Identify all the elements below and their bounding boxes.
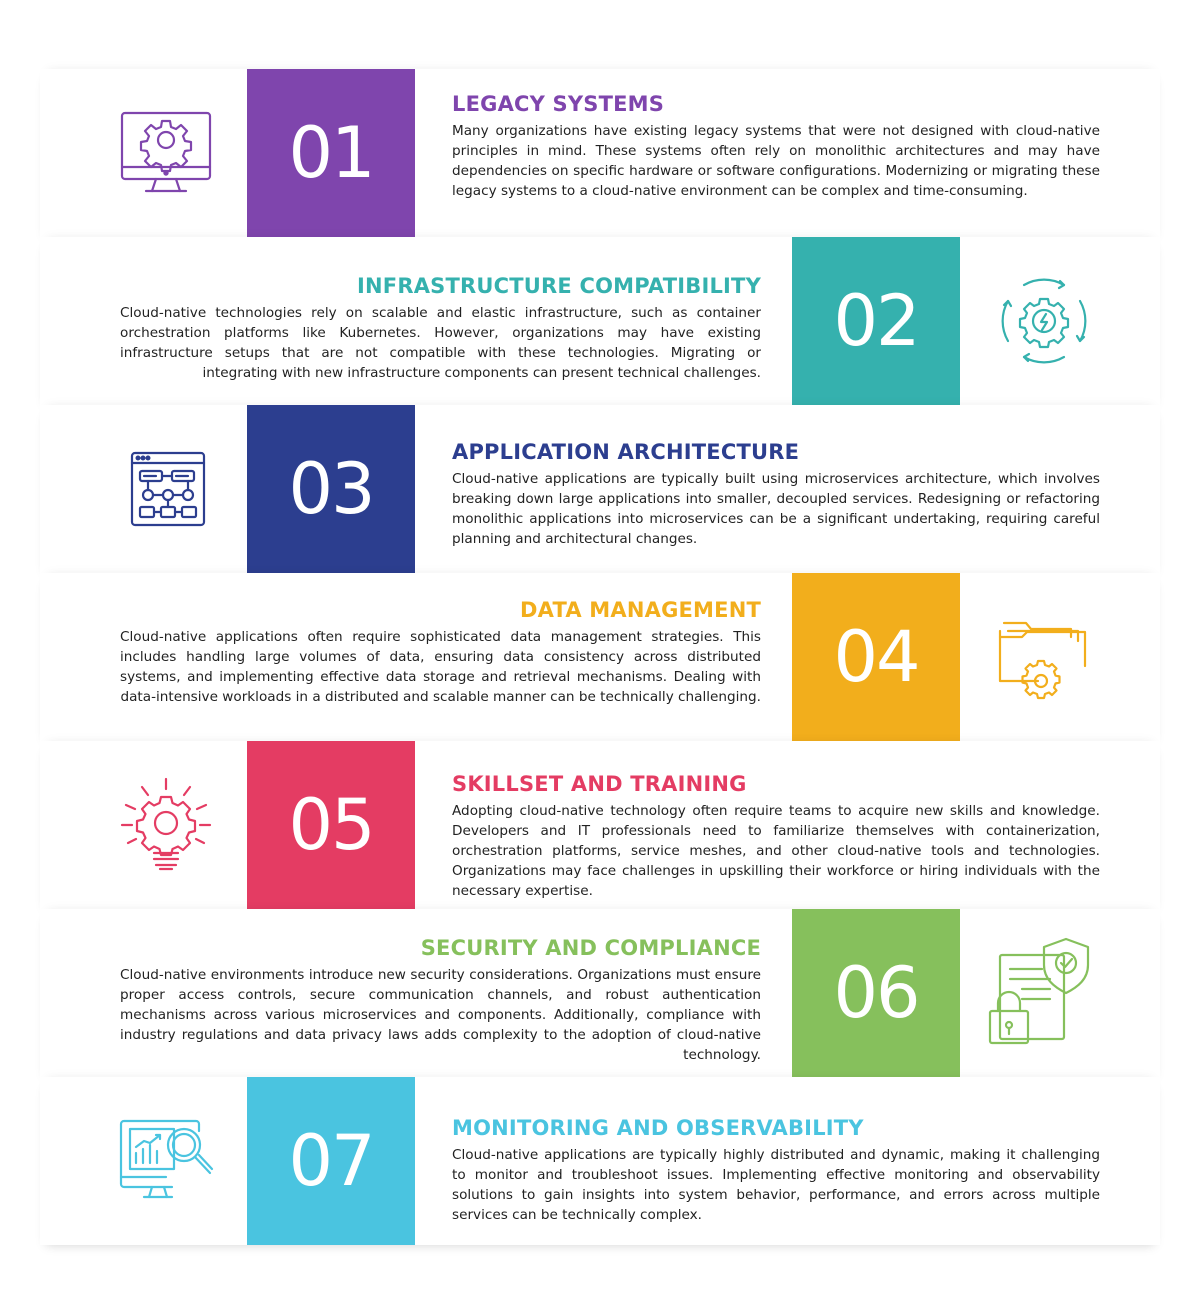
section-number-box	[792, 237, 960, 405]
section-title: LEGACY SYSTEMS	[452, 92, 665, 116]
architecture-window-icon	[126, 439, 210, 539]
section-title: DATA MANAGEMENT	[519, 598, 761, 622]
section-text	[452, 1115, 1100, 1225]
section-number: 01	[288, 112, 374, 194]
document-lock-shield-icon	[986, 933, 1096, 1053]
section-number: 05	[288, 784, 374, 866]
section-number-box	[247, 69, 415, 237]
section-title: SKILLSET AND TRAINING	[452, 772, 747, 796]
folder-gear-icon	[994, 607, 1094, 707]
section-number-box	[792, 909, 960, 1077]
section-text	[452, 91, 1100, 201]
section-row-1	[0, 69, 1200, 237]
section-body: Cloud-native technologies rely on scalable and elastic infrastructure, such as container orchestration platforms like Kubernetes. However, organizations may have existing infrastructure setups that are not compatible with these technologies. Migrating or integrating with new infrastructure components can present technical challenges.	[120, 305, 761, 381]
section-number-box	[792, 573, 960, 741]
section-title: MONITORING AND OBSERVABILITY	[452, 1116, 864, 1140]
section-number-box	[247, 741, 415, 909]
section-body: Adopting cloud-native technology often require teams to acquire new skills and knowledge. Developers and IT professionals need to familiarize themselves with containerization, orchestration platforms, service meshes, and other cloud-native tools and technologies. Organizations may face challenges in upskilling their workforce or hiring individuals with the necessary expertise.	[452, 803, 1100, 899]
section-row-6	[0, 909, 1200, 1077]
section-body: Cloud-native applications often require sophisticated data management strategies. This includes handling large volumes of data, ensuring data consistency across distributed systems, and implementing effective data storage and retrieval mechanisms. Dealing with data-intensive workloads in a distributed and scalable manner can be technically challenging.	[120, 629, 761, 705]
section-row-3	[0, 405, 1200, 573]
section-row-4	[0, 573, 1200, 741]
section-number: 03	[288, 448, 374, 530]
section-number: 07	[288, 1120, 374, 1202]
section-row-2	[0, 237, 1200, 405]
section-text	[120, 597, 761, 707]
gear-cycle-icon	[994, 271, 1094, 371]
monitor-gear-icon	[116, 103, 216, 203]
section-number: 04	[833, 616, 919, 698]
section-row-7	[0, 1077, 1200, 1245]
section-text	[120, 935, 761, 1065]
section-title: SECURITY AND COMPLIANCE	[420, 936, 761, 960]
section-number: 02	[833, 280, 919, 362]
section-body: Many organizations have existing legacy systems that were not designed with cloud-native principles in mind. These systems often rely on monolithic architectures and may have dependencies on specific hardware or software configurations. Modernizing or migrating these legacy systems to a cloud-native environment can be complex and time-consuming.	[452, 123, 1100, 199]
section-number-box	[247, 405, 415, 573]
monitor-chart-magnifier-icon	[116, 1111, 216, 1211]
section-row-5	[0, 741, 1200, 909]
section-text	[120, 273, 761, 383]
section-text	[452, 439, 1100, 549]
section-body: Cloud-native applications are typically built using microservices architecture, which involves breaking down large applications into smaller, decoupled services. Redesigning or refactoring monolithic applications into microservices can be a significant undertaking, requiring careful planning and architectural changes.	[452, 471, 1100, 547]
section-number-box	[247, 1077, 415, 1245]
section-text	[452, 771, 1100, 901]
section-number: 06	[833, 952, 919, 1034]
section-title: INFRASTRUCTURE COMPATIBILITY	[357, 274, 761, 298]
lightbulb-gear-icon	[116, 775, 216, 875]
section-title: APPLICATION ARCHITECTURE	[452, 440, 800, 464]
section-body: Cloud-native environments introduce new security considerations. Organizations must ensure proper access controls, secure communication channels, and robust authentication mechanisms across various microservices and components. Additionally, compliance with industry regulations and data privacy laws adds complexity to the adoption of cloud-native technology.	[120, 967, 761, 1063]
section-body: Cloud-native applications are typically highly distributed and dynamic, making it challenging to monitor and troubleshoot issues. Implementing effective monitoring and observability solutions to gain insights into system behavior, performance, and errors across multiple services can be technically complex.	[452, 1147, 1100, 1223]
